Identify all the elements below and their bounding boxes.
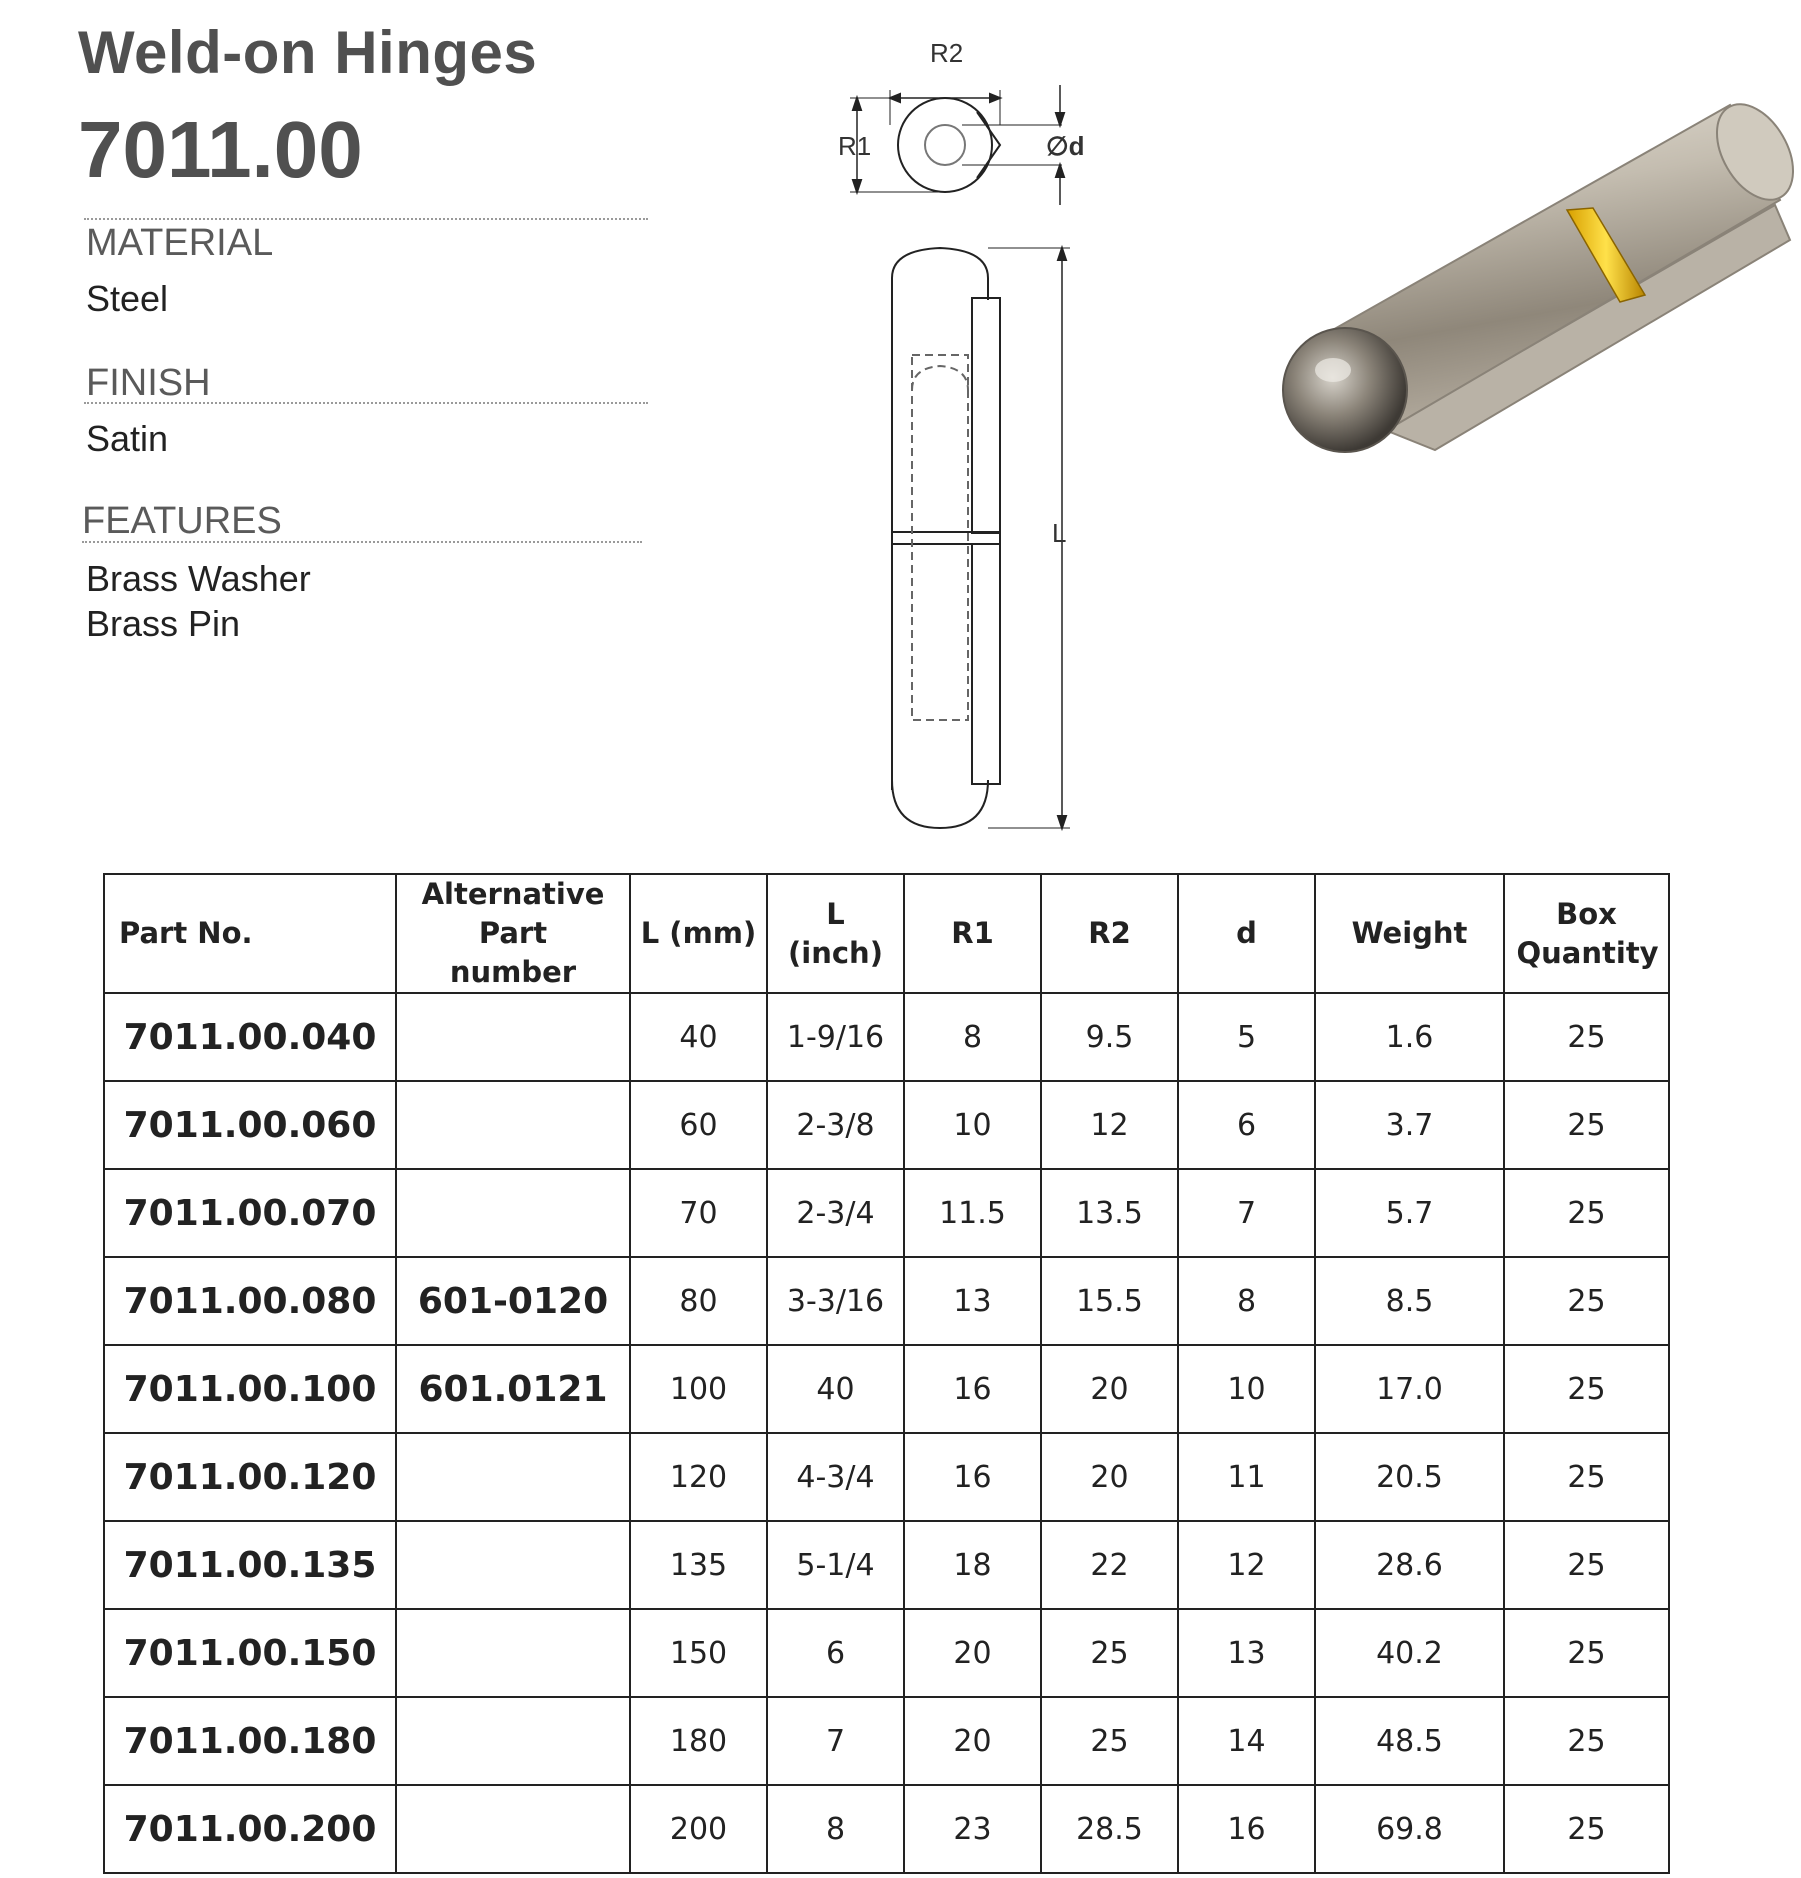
col-header-weight: Weight: [1315, 874, 1504, 993]
features-value-1: Brass Washer: [86, 558, 311, 599]
hinge-technical-drawing: [820, 30, 1120, 840]
d-label: ∅d: [1046, 131, 1085, 161]
cell-l-mm: 135: [630, 1521, 767, 1609]
cell-r1: 20: [904, 1697, 1041, 1785]
cell-alt-part: 601.0121: [396, 1345, 630, 1433]
cell-box-qty: 25: [1504, 1081, 1669, 1169]
cell-d: 8: [1178, 1257, 1315, 1345]
cell-part-no: 7011.00.060: [104, 1081, 396, 1169]
col-header-l-mm: L (mm): [630, 874, 767, 993]
material-value: Steel: [86, 278, 169, 319]
cell-r1: 11.5: [904, 1169, 1041, 1257]
cell-alt-part: 601-0120: [396, 1257, 630, 1345]
table-row: [104, 993, 1669, 1081]
cell-d: 7: [1178, 1169, 1315, 1257]
table-row: [104, 1169, 1669, 1257]
col-header-alt-part-text: Alternative Part number: [421, 877, 605, 990]
cell-l-mm: 150: [630, 1609, 767, 1697]
col-header-d: d: [1178, 874, 1315, 993]
cell-l-inch: 2-3/8: [767, 1081, 904, 1169]
cell-l-mm: 120: [630, 1433, 767, 1521]
cell-r2: 15.5: [1041, 1257, 1178, 1345]
cell-r2: 25: [1041, 1697, 1178, 1785]
cell-d: 10: [1178, 1345, 1315, 1433]
cell-weight: 48.5: [1315, 1697, 1504, 1785]
cell-part-no: 7011.00.135: [104, 1521, 396, 1609]
table-row: [104, 1521, 1669, 1609]
cell-weight: 20.5: [1315, 1433, 1504, 1521]
cell-d: 6: [1178, 1081, 1315, 1169]
cell-r1: 13: [904, 1257, 1041, 1345]
cell-r2: 12: [1041, 1081, 1178, 1169]
cell-weight: 3.7: [1315, 1081, 1504, 1169]
cell-box-qty: 25: [1504, 993, 1669, 1081]
cell-d: 13: [1178, 1609, 1315, 1697]
finish-label: FINISH: [86, 362, 211, 404]
cell-l-mm: 80: [630, 1257, 767, 1345]
cell-box-qty: 25: [1504, 1609, 1669, 1697]
cell-l-inch: 4-3/4: [767, 1433, 904, 1521]
cell-r2: 20: [1041, 1433, 1178, 1521]
cell-alt-part: [396, 1433, 630, 1521]
hinge-product-image: [1275, 95, 1795, 495]
cell-l-inch: 40: [767, 1345, 904, 1433]
cell-d: 14: [1178, 1697, 1315, 1785]
cell-alt-part: [396, 1609, 630, 1697]
col-header-r2: R2: [1041, 874, 1178, 993]
table-row: [104, 1785, 1669, 1873]
cell-r2: 28.5: [1041, 1785, 1178, 1873]
product-code: 7011.00: [78, 105, 363, 194]
cell-part-no: 7011.00.100: [104, 1345, 396, 1433]
cell-box-qty: 25: [1504, 1345, 1669, 1433]
divider-material: [84, 218, 648, 220]
cell-l-mm: 180: [630, 1697, 767, 1785]
cell-alt-part: [396, 1169, 630, 1257]
cell-r1: 18: [904, 1521, 1041, 1609]
cell-l-inch: 7: [767, 1697, 904, 1785]
cell-l-mm: 70: [630, 1169, 767, 1257]
cell-box-qty: 25: [1504, 1785, 1669, 1873]
cell-l-mm: 40: [630, 993, 767, 1081]
cell-alt-part: [396, 993, 630, 1081]
cell-part-no: 7011.00.070: [104, 1169, 396, 1257]
specification-table: [103, 873, 1670, 1874]
divider-features: [82, 541, 642, 543]
cell-alt-part: [396, 1697, 630, 1785]
cell-part-no: 7011.00.200: [104, 1785, 396, 1873]
cell-box-qty: 25: [1504, 1169, 1669, 1257]
cell-r1: 8: [904, 993, 1041, 1081]
cell-r2: 20: [1041, 1345, 1178, 1433]
cell-alt-part: [396, 1785, 630, 1873]
cell-l-inch: 1-9/16: [767, 993, 904, 1081]
col-header-r1: R1: [904, 874, 1041, 993]
cell-r2: 25: [1041, 1609, 1178, 1697]
cell-l-inch: 8: [767, 1785, 904, 1873]
cell-r2: 22: [1041, 1521, 1178, 1609]
col-header-l-inch: [767, 874, 904, 993]
cell-d: 5: [1178, 993, 1315, 1081]
col-header-box-qty-text: Box Quantity: [1516, 896, 1659, 970]
l-label: L: [1052, 518, 1067, 548]
cell-part-no: 7011.00.150: [104, 1609, 396, 1697]
finish-value: Satin: [86, 418, 169, 459]
hinge-top-view: [850, 85, 1064, 205]
table-header-row: [104, 874, 1669, 993]
cell-weight: 69.8: [1315, 1785, 1504, 1873]
col-header-alt-part: [396, 874, 630, 993]
cell-r1: 20: [904, 1609, 1041, 1697]
cell-weight: 40.2: [1315, 1609, 1504, 1697]
cell-l-inch: 2-3/4: [767, 1169, 904, 1257]
cell-l-inch: 3-3/16: [767, 1257, 904, 1345]
cell-r1: 23: [904, 1785, 1041, 1873]
cell-part-no: 7011.00.120: [104, 1433, 396, 1521]
table-row: [104, 1257, 1669, 1345]
cell-r1: 10: [904, 1081, 1041, 1169]
cell-alt-part: [396, 1081, 630, 1169]
table-row: [104, 1081, 1669, 1169]
cell-weight: 17.0: [1315, 1345, 1504, 1433]
cell-l-mm: 100: [630, 1345, 767, 1433]
r2-label: R2: [930, 38, 964, 68]
cell-part-no: 7011.00.040: [104, 993, 396, 1081]
col-header-part-no: Part No.: [104, 874, 396, 993]
table-row: [104, 1697, 1669, 1785]
cell-part-no: 7011.00.080: [104, 1257, 396, 1345]
page-title: Weld-on Hinges: [78, 19, 538, 86]
cell-l-mm: 60: [630, 1081, 767, 1169]
cell-weight: 1.6: [1315, 993, 1504, 1081]
cell-part-no: 7011.00.180: [104, 1697, 396, 1785]
cell-box-qty: 25: [1504, 1521, 1669, 1609]
cell-d: 12: [1178, 1521, 1315, 1609]
cell-weight: 5.7: [1315, 1169, 1504, 1257]
cell-d: 11: [1178, 1433, 1315, 1521]
cell-d: 16: [1178, 1785, 1315, 1873]
cell-box-qty: 25: [1504, 1257, 1669, 1345]
cell-r1: 16: [904, 1433, 1041, 1521]
cell-l-inch: 5-1/4: [767, 1521, 904, 1609]
table-row: [104, 1609, 1669, 1697]
cell-l-inch: 6: [767, 1609, 904, 1697]
cell-weight: 8.5: [1315, 1257, 1504, 1345]
features-value-2: Brass Pin: [86, 603, 241, 644]
cell-alt-part: [396, 1521, 630, 1609]
hinge-side-view: [892, 248, 1070, 828]
col-header-box-qty: [1504, 874, 1669, 993]
cell-r1: 16: [904, 1345, 1041, 1433]
cell-box-qty: 25: [1504, 1697, 1669, 1785]
table-row: [104, 1345, 1669, 1433]
cell-r2: 9.5: [1041, 993, 1178, 1081]
features-label: FEATURES: [82, 500, 282, 542]
cell-r2: 13.5: [1041, 1169, 1178, 1257]
cell-l-mm: 200: [630, 1785, 767, 1873]
cell-box-qty: 25: [1504, 1433, 1669, 1521]
col-header-l-inch-text: L (inch): [788, 896, 883, 970]
cell-weight: 28.6: [1315, 1521, 1504, 1609]
divider-finish: [84, 402, 648, 404]
r1-label: R1: [838, 131, 872, 161]
material-label: MATERIAL: [86, 222, 274, 264]
table-body: [104, 993, 1669, 1873]
table-row: [104, 1433, 1669, 1521]
